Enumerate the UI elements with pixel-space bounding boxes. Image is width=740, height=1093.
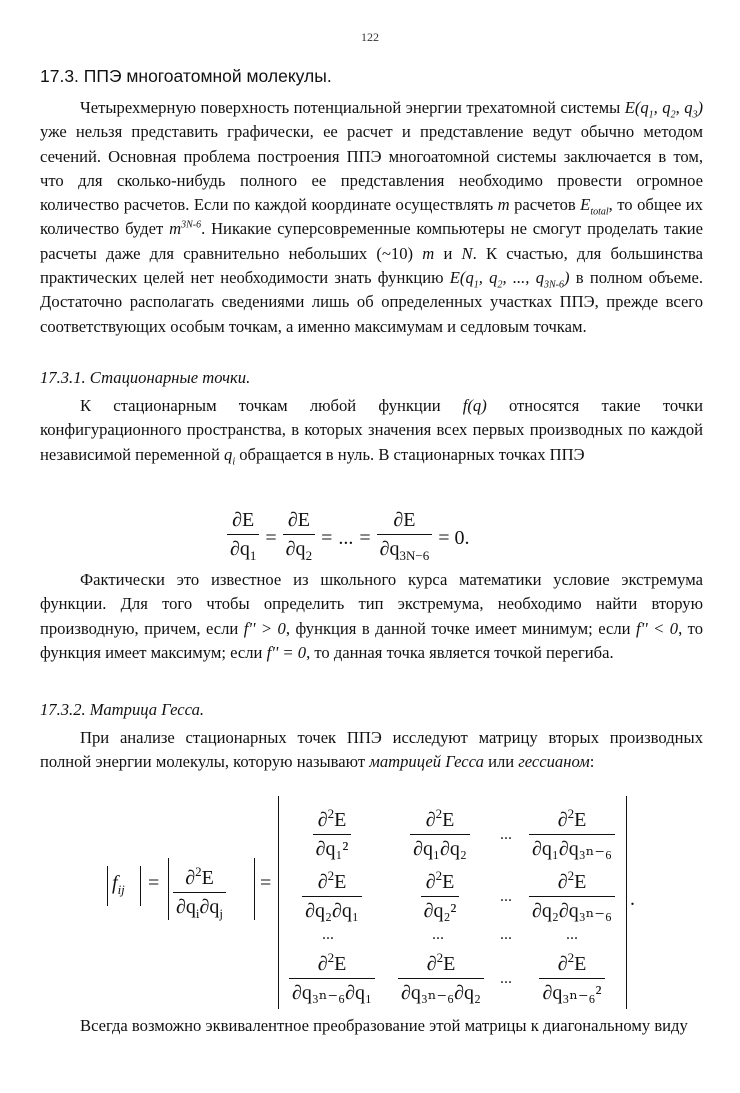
matrix-dots-middle: ... [500, 926, 512, 943]
abs-bar-left [107, 866, 108, 906]
fraction-dE-dq3N-6: $\frac{\partial E}{\partial q_{3N-6}}$ [377, 508, 433, 568]
paragraph-intro: Четырехмерную поверхность потенциальной энергии трехатомной системы $E(q_1$, $q_2$, $q_3$) уже нельзя представить графически, ее расчет и представление ведут обычно методом сечений. Основная проблема построения ППЭ многоатомной системы заключается в том, что для сколько-нибудь полного ее представления необходимо провести огромное количество расчетов. Если по каждой координате осуществлять m расчетов $E_{total}$, то общее их количество будет $m^{3N-6}$. Никакие суперсовременные компьютеры не смогут проделать такие расчеты даже для сравнительно небольших (~10) m и N. К счастью, для большинства практических целей нет необходимости знать функцию $E(q_1$, $q_2$, ..., $q_{3N-6}$) в полном объеме. Достаточно располагать сведениями лишь об определенных участках ППЭ, прежде всего соответствующих особым точкам, а именно максимумам и седловым точкам. [40, 98, 704, 336]
subsection-title-hessian: 17.3.2. Матрица Гесса. [40, 700, 205, 719]
determinant-bar-left [278, 796, 279, 1009]
abs-bar-right [140, 866, 141, 906]
abs-bar-right-2 [254, 858, 255, 920]
lhs-fraction: $\frac{\partial^2E}{\partial q_i\partial q_j}$ [170, 860, 229, 926]
matrix-dots-2: ... [500, 888, 512, 905]
equation-first-derivatives: $\frac{\partial E}{\partial q_1}$ = $\frac{\partial E}{\partial q_2}$ = ... = $\frac{\partial E}{\partial q_{3N-6}}$ = 0. [224, 508, 473, 568]
matrix-cell-3-3: $\frac{\partial^2E}{\text{∂q₃ₙ₋₆²}}$ [520, 946, 624, 1005]
paragraph-diagonalization: Всегда возможно эквивалентное преобразование этой матрицы к диагональному виду [80, 1016, 688, 1035]
subsection-title-stationary-points: 17.3.1. Стационарные точки. [40, 368, 251, 387]
matrix-period: . [630, 888, 635, 910]
matrix-cell-2-2: $\frac{\partial^2E}{\text{∂q₂²}}$ [390, 864, 490, 923]
matrix-cell-1-1: $\frac{\partial^2E}{\text{∂q₁²}}$ [284, 802, 380, 861]
page-number: 122 [361, 30, 379, 44]
matrix-dots-1: ... [500, 826, 512, 843]
paragraph-extremum: Фактически это известное из школьного курса математики условие экстремума функции. Для того чтобы определить тип экстремума, необходимо найти вторую производную, причем, если f'' > 0, функция в данной точке имеет минимум; если f'' < 0, то функция имеет максимум; если f'' = 0, то данная точка является точкой перегиба. [40, 570, 704, 662]
matrix-vdots-1: ... [322, 926, 334, 943]
lhs-f-ij: $f_{ij}$ [112, 872, 125, 897]
equation-hessian-matrix [100, 796, 660, 1011]
matrix-dots-3: ... [500, 970, 512, 987]
matrix-cell-3-2: $\frac{\partial^2E}{\text{∂q₃ₙ₋₆∂q₂}}$ [388, 946, 494, 1005]
section-title: 17.3. ППЭ многоатомной молекулы. [40, 66, 332, 86]
matrix-vdots-3: ... [566, 926, 578, 943]
paragraph-hessian: При анализе стационарных точек ППЭ исследуют матрицу вторых производных полной энергии молекулы, которую называют матрицей Гесса или гессианом: [40, 728, 703, 772]
paragraph-stationary-points: К стационарным точкам любой функции f(q) относятся такие точки конфигурационного пространства, в которых значения всех первых производных по каждой независимой переменной $q_i$ обращается в нуль. В стационарных точках ППЭ [40, 396, 704, 467]
abs-bar-left-2 [168, 858, 169, 920]
matrix-cell-1-3: $\frac{\partial^2E}{\text{∂q₁∂q₃ₙ₋₆}}$ [520, 802, 624, 861]
equals-sign-1: = [148, 872, 160, 894]
matrix-cell-2-3: $\frac{\partial^2E}{\text{∂q₂∂q₃ₙ₋₆}}$ [520, 864, 624, 923]
matrix-vdots-2: ... [432, 926, 444, 943]
equals-sign-2: = [260, 872, 272, 894]
matrix-cell-3-1: $\frac{\partial^2E}{\text{∂q₃ₙ₋₆∂q₁}}$ [280, 946, 384, 1005]
matrix-cell-2-1: $\frac{\partial^2E}{\text{∂q₂∂q₁}}$ [284, 864, 380, 923]
fraction-dE-dq2: $\frac{\partial E}{\partial q_2}$ [283, 508, 315, 568]
matrix-cell-1-2: $\frac{\partial^2E}{\text{∂q₁∂q₂}}$ [390, 802, 490, 861]
determinant-bar-right [626, 796, 627, 1009]
fraction-dE-dq1: $\frac{\partial E}{\partial q_1}$ [227, 508, 259, 568]
